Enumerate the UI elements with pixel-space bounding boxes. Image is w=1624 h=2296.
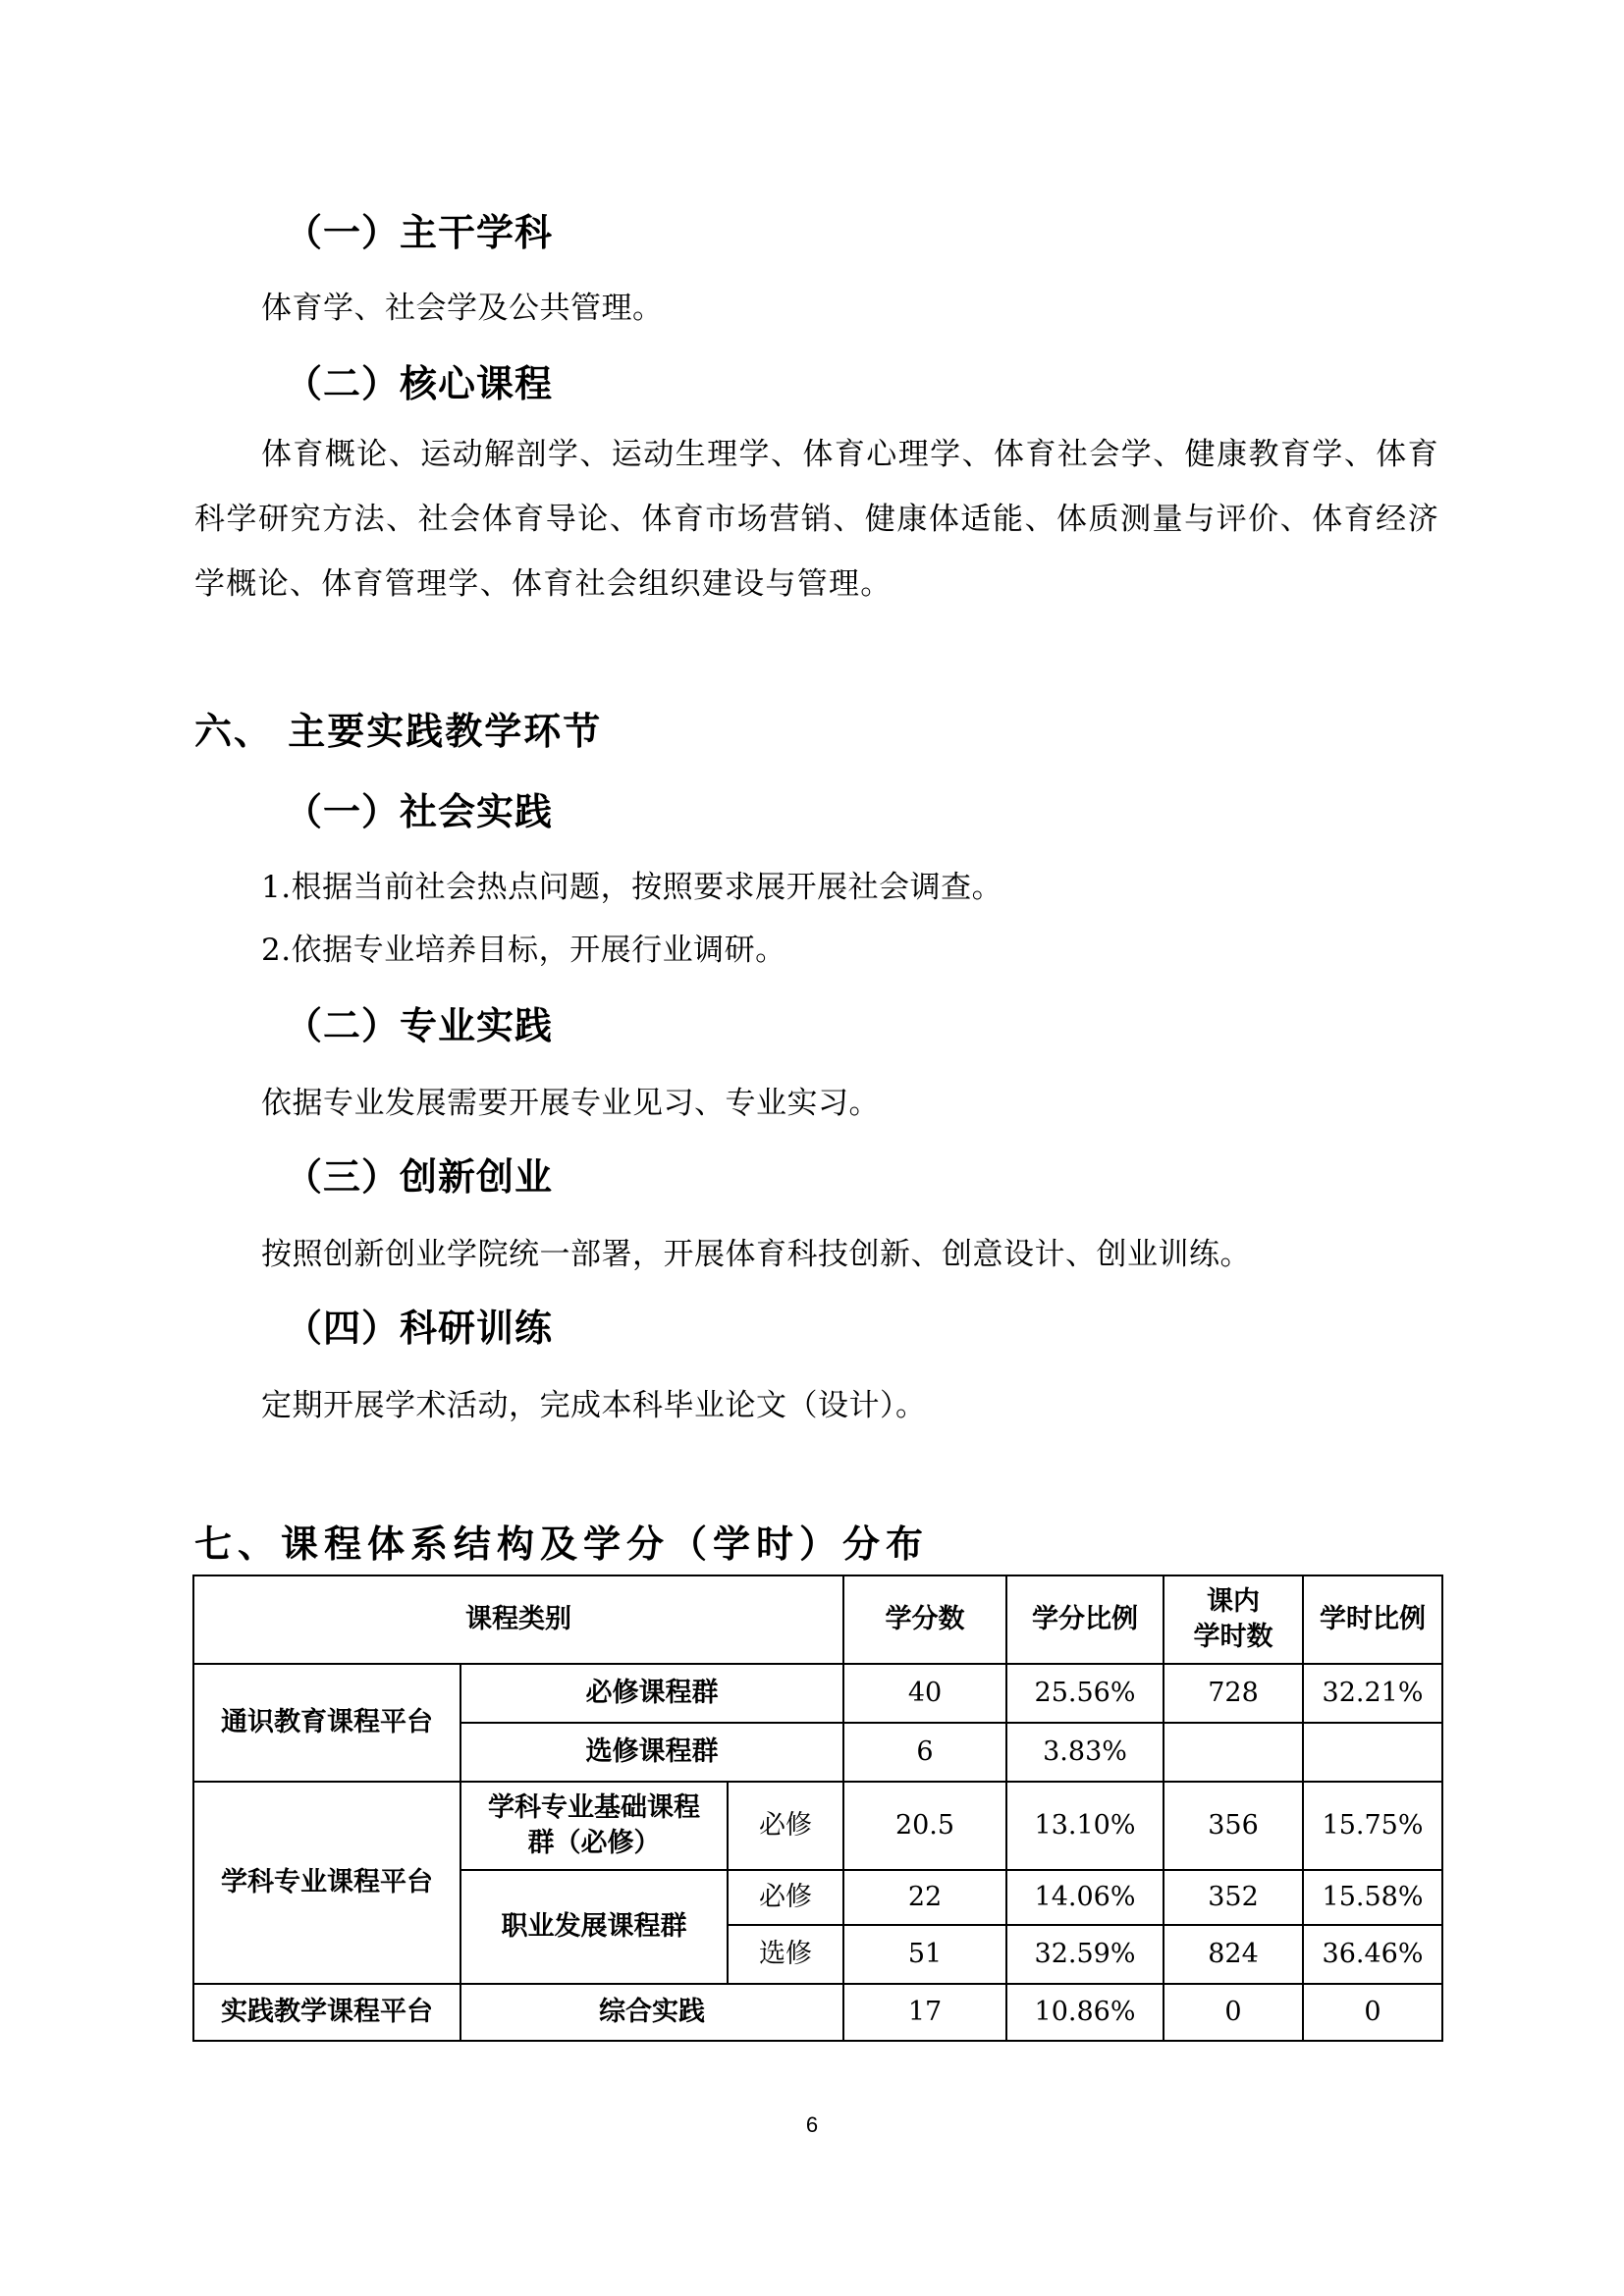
cell-hour-ratio: 15.58% [1303,1870,1442,1925]
social-practice-item-2: 2.依据专业培养目标，开展行业调研。 [261,933,786,968]
cell-credits: 22 [843,1870,1006,1925]
course-structure-table [192,1575,1443,2042]
section-heading-practice: 六、 主要实践教学环节 [194,710,603,753]
cell-credit-ratio: 14.06% [1006,1870,1164,1925]
cell-credits: 6 [843,1723,1006,1782]
cell-credit-ratio: 10.86% [1006,1984,1164,2041]
innovation-text: 按照创新创业学院统一部署，开展体育科技创新、创意设计、创业训练。 [261,1237,1251,1272]
section-heading-core-courses: （二）核心课程 [285,362,554,405]
group-foundation-line1: 学科专业基础课程 [488,1792,700,1823]
cell-credits: 51 [843,1925,1006,1984]
cell-hour-ratio [1303,1723,1442,1782]
cell-hour-ratio: 0 [1303,1984,1442,2041]
platform-discipline: 学科专业课程平台 [193,1782,460,1984]
cell-credit-ratio: 25.56% [1006,1664,1164,1723]
table-row [193,1664,1442,1723]
header-hours-line1: 课内 [1207,1586,1261,1617]
subheading-professional-practice: （二）专业实践 [285,1004,554,1047]
cell-hours: 356 [1164,1782,1303,1870]
cell-type: 必修 [728,1870,843,1925]
core-courses-text: 体育概论、运动解剖学、运动生理学、体育心理学、体育社会学、健康教育学、体育科学研究方法、社会体育导论、体育市场营销、健康体适能、体质测量与评价、体育经济学概论、体育管理学、体育社会组织建设与管理。 [194,437,1439,602]
platform-general: 通识教育课程平台 [193,1664,460,1782]
platform-practice: 实践教学课程平台 [193,1984,460,2041]
header-hours-line2: 学时数 [1193,1622,1273,1652]
cell-type: 选修 [728,1925,843,1984]
section-heading-main-disciplines: （一）主干学科 [285,211,554,254]
cell-hours: 728 [1164,1664,1303,1723]
page-number: 6 [805,2112,819,2137]
section-heading-course-structure: 七、课程体系结构及学分（学时）分布 [194,1522,930,1566]
cell-credit-ratio: 32.59% [1006,1925,1164,1984]
cell-hour-ratio: 36.46% [1303,1925,1442,1984]
cell-credit-ratio: 13.10% [1006,1782,1164,1870]
header-credits: 学分数 [843,1575,1006,1664]
cell-hours: 0 [1164,1984,1303,2041]
cell-hour-ratio: 32.21% [1303,1664,1442,1723]
table-row [193,1782,1442,1870]
research-training-text: 定期开展学术活动，完成本科毕业论文（设计）。 [261,1388,927,1423]
cell-credits: 17 [843,1984,1006,2041]
group-foundation-line2: 群（必修） [527,1828,661,1858]
cell-hours [1164,1723,1303,1782]
group-general-required: 必修课程群 [460,1664,843,1723]
subheading-innovation: （三）创新创业 [285,1155,554,1199]
header-credit-ratio: 学分比例 [1006,1575,1164,1664]
social-practice-item-1: 1.根据当前社会热点问题，按照要求展开展社会调查。 [261,870,1003,905]
table-header-row [193,1575,1442,1664]
cell-credit-ratio: 3.83% [1006,1723,1164,1782]
cell-credits: 40 [843,1664,1006,1723]
group-discipline-foundation [460,1782,728,1870]
main-disciplines-text: 体育学、社会学及公共管理。 [261,291,664,326]
group-practice: 综合实践 [460,1984,843,2041]
professional-practice-text: 依据专业发展需要开展专业见习、专业实习。 [261,1086,880,1121]
cell-hours: 352 [1164,1870,1303,1925]
table-row [193,1984,1442,2041]
cell-credits: 20.5 [843,1782,1006,1870]
group-general-elective: 选修课程群 [460,1723,843,1782]
group-career: 职业发展课程群 [460,1870,728,1984]
subheading-social-practice: （一）社会实践 [285,790,554,833]
header-hour-ratio: 学时比例 [1303,1575,1442,1664]
cell-hours: 824 [1164,1925,1303,1984]
header-hours [1164,1575,1303,1664]
cell-hour-ratio: 15.75% [1303,1782,1442,1870]
subheading-research-training: （四）科研训练 [285,1307,554,1350]
header-category: 课程类别 [193,1575,843,1664]
cell-type: 必修 [728,1782,843,1870]
